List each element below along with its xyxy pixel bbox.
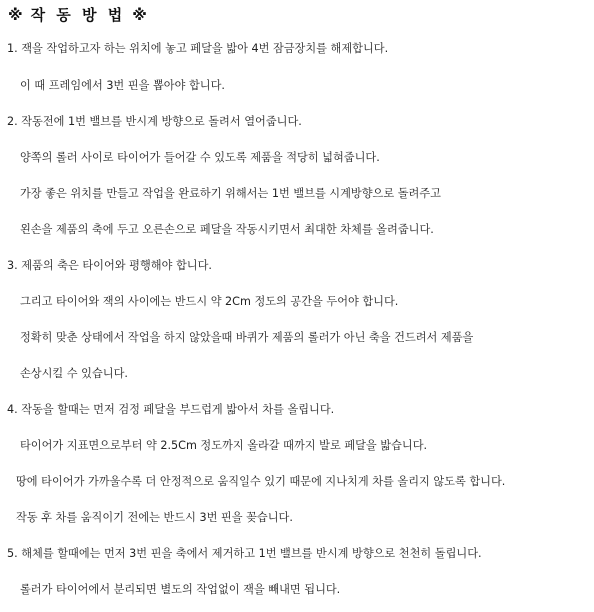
reference-mark-right: ※ (132, 6, 147, 24)
step-4-note-3: 작동 후 차를 움직이기 전에는 반드시 3번 핀을 꽂습니다. (16, 511, 293, 524)
step-1-line: 1. 잭을 작업하고자 하는 위치에 놓고 페달을 밟아 4번 잠금장치를 해제합니다. (7, 42, 389, 55)
step-3-note-2: 정확히 맞춘 상태에서 작업을 하지 않았을때 바퀴가 제품의 롤러가 아닌 축을 건드려서 제품을 (20, 331, 474, 344)
page-title-text: 작 동 방 법 (30, 6, 125, 24)
step-4-line: 4. 작동을 할때는 먼저 검정 페달을 부드럽게 밟아서 차를 올립니다. (7, 403, 335, 416)
step-2-note-2: 가장 좋은 위치를 만들고 작업을 완료하기 위해서는 1번 밸브를 시계방향으로 돌려주고 (20, 187, 441, 200)
step-3-note-3: 손상시킬 수 있습니다. (20, 367, 128, 380)
page-title (8, 4, 147, 25)
reference-mark-left: ※ (8, 6, 23, 24)
step-1-note: 이 때 프레임에서 3번 핀을 뽑아야 합니다. (20, 79, 225, 92)
step-2-note-1: 양쪽의 롤러 사이로 타이어가 들어갈 수 있도록 제품을 적당히 넓혀줍니다. (20, 151, 380, 164)
step-3-line: 3. 제품의 축은 타이어와 평행해야 합니다. (7, 259, 212, 272)
step-2-note-3: 왼손을 제품의 축에 두고 오른손으로 페달을 작동시키면서 최대한 차체를 올려줍니다. (20, 223, 434, 236)
step-5-note: 롤러가 타이어에서 분리되면 별도의 작업없이 잭을 빼내면 됩니다. (20, 583, 341, 596)
step-5-line: 5. 해체를 할때에는 먼저 3번 핀을 축에서 제거하고 1번 밸브를 반시계 방향으로 천천히 돌립니다. (7, 547, 482, 560)
step-4-note-1: 타이어가 지표면으로부터 약 2.5Cm 정도까지 올라갈 때까지 발로 페달을 밟습니다. (20, 439, 428, 452)
step-2-line: 2. 작동전에 1번 밸브를 반시계 방향으로 돌려서 열어줍니다. (7, 115, 302, 128)
step-4-note-2: 땅에 타이어가 가까울수록 더 안정적으로 움직일수 있기 때문에 지나치게 차를 올리지 않도록 합니다. (16, 475, 506, 488)
step-3-note-1: 그리고 타이어와 잭의 사이에는 반드시 약 2Cm 정도의 공간을 두어야 합니다. (20, 295, 399, 308)
